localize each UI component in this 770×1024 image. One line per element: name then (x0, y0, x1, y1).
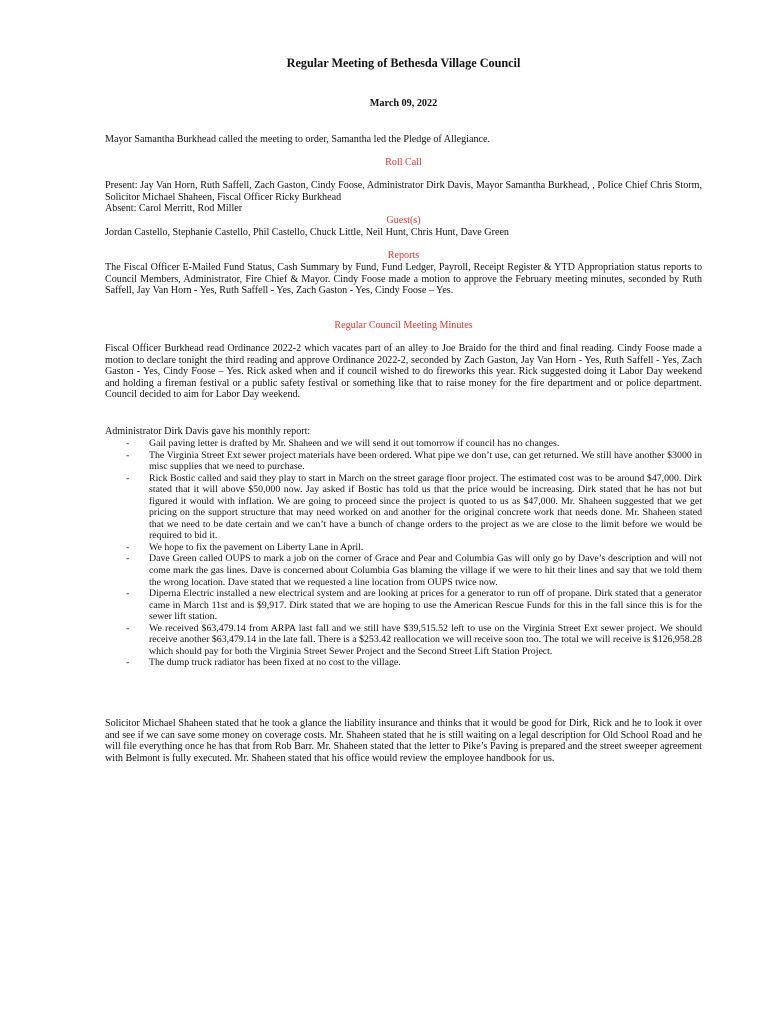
list-item-text: We received $63,479.14 from ARPA last fall and we still have $39,515.52 left to use on the Virginia Street Ext sewer project. We should receive another $63,479.14 in the late fall. There is a $253.42 reallocation we will receive soon too. The total we will receive is $126,958.28 which should pay for both the Virginia Street Sewer Project and the Second Street Lift Station Project. (149, 622, 702, 657)
admin-report-intro: Administrator Dirk Davis gave his monthly report: (105, 426, 311, 437)
bullet-dash: - (126, 622, 130, 634)
list-item (105, 438, 702, 450)
bullet-dash: - (126, 657, 130, 669)
list-item-text: Rick Bostic called and said they play to start in March on the street garage floor project. The estimated cost was to be around $47,000. Dirk stated that it will above $50,000 now. Jay asked if Bostic has told us that the price would be increasing. Dirk stated that he has not but figured it would with inflation. We are going to proceed since the project is quoted to us as $47,000. Mr. Shaheen suggested that we get pricing on the support structure that may need worked on and another for the original concrete work that needs done. Mr. Shaheen stated that we need to be date certain and we can’t have a bunch of change orders to the project as we are close to the limit before we would be required to bid it. (149, 472, 702, 542)
meeting-date: March 09, 2022 (369, 98, 438, 109)
list-item-text: We hope to fix the pavement on Liberty Lane in April. (149, 541, 364, 553)
list-item (105, 473, 702, 542)
document-title: Regular Meeting of Bethesda Village Council (286, 56, 521, 70)
reports-paragraph: The Fiscal Officer E-Mailed Fund Status, Cash Summary by Fund, Fund Ledger, Payroll, Receipt Register & YTD Appropriation status reports to Council Members, Administrator, Fire Chief & Mayor. Cindy Foose made a motion to approve the February meeting minutes, seconded by Ruth Saffell, Jay Van Horn - Yes, Ruth Saffell - Yes, Zach Gaston - Yes, Cindy Foose – Yes. (105, 262, 702, 297)
bullet-dash: - (126, 438, 130, 449)
bullet-dash: - (126, 588, 130, 600)
list-item-text: Dave Green called OUPS to mark a job on the corner of Grace and Pear and Columbia Gas will only go by Dave’s description and will not come mark the gas lines. Dave is concerned about Columbia Gas blaming the village if we were to hit their lines and say that we told them the wrong location. Dave stated that we requested a line location from OUPS twice now. (149, 553, 702, 588)
bullet-dash: - (126, 553, 130, 565)
list-item-text: The Virginia Street Ext sewer project materials have been ordered. What pipe we don’t use, can get returned. We still have another $3000 in misc supplies that we need to purchase. (149, 449, 702, 473)
guests-heading: Guest(s) (386, 215, 421, 226)
list-item (105, 553, 702, 588)
roll-call-heading: Roll Call (385, 157, 422, 168)
bullet-dash: - (126, 449, 130, 461)
list-item-text: The dump truck radiator has been fixed at no cost to the village. (149, 657, 401, 669)
roll-call-absent: Absent: Carol Merritt, Rod Miller (105, 203, 243, 214)
list-item (105, 588, 702, 623)
reports-heading: Reports (387, 250, 420, 261)
minutes-heading: Regular Council Meeting Minutes (334, 320, 473, 331)
list-item-text: Gail paving letter is drafted by Mr. Shaheen and we will send it out tomorrow if council has no changes. (149, 438, 560, 449)
guests-list: Jordan Castello, Stephanie Castello, Phil Castello, Chuck Little, Neil Hunt, Chris Hunt, Dave Green (105, 227, 509, 238)
list-item-text: Diperna Electric installed a new electrical system and are looking at prices for a generator to run off of propane. Dirk stated that a generator came in March 11st and is $9,917. Dirk stated that we are hoping to use the American Rescue Funds for this in the fall since this is for the sewer lift station. (149, 588, 702, 623)
roll-call-present: Present: Jay Van Horn, Ruth Saffell, Zach Gaston, Cindy Foose, Administrator Dirk Davis, Mayor Samantha Burkhead, , Police Chief Chris Storm, Solicitor Michael Shaheen, Fiscal Officer Ricky Burkhead (105, 180, 702, 203)
opening-paragraph: Mayor Samantha Burkhead called the meeting to order, Samantha led the Pledge of Allegiance. (105, 134, 490, 145)
list-item (105, 623, 702, 658)
bullet-dash: - (126, 472, 130, 484)
list-item (105, 450, 702, 473)
bullet-dash: - (126, 541, 130, 553)
ordinance-paragraph: Fiscal Officer Burkhead read Ordinance 2022-2 which vacates part of an alley to Joe Braido for the third and final reading. Cindy Foose made a motion to declare tonight the third reading and approve Ordinance 2022-2, seconded by Zach Gaston, Jay Van Horn - Yes, Ruth Saffell - Yes, Zach Gaston - Yes, Cindy Foose – Yes. Rick asked when and if council wished to do fireworks this year. Rick suggested doing it Labor Day weekend and holding a fireman festival or a public safety festival or something like that to raise money for the fire department and or police department. Council decided to aim for Labor Day weekend. (105, 343, 702, 401)
list-item (105, 657, 702, 669)
list-item (105, 542, 702, 554)
admin-report-list (105, 438, 702, 669)
solicitor-paragraph: Solicitor Michael Shaheen stated that he took a glance the liability insurance and thinks that it would be good for Dirk, Rick and he to look it over and see if we can save some money on coverage costs. Mr. Shaheen stated that he is still waiting on a legal description for Old School Road and he will file everything once he has that from Rob Barr. Mr. Shaheen stated that the letter to Pike’s Paving is prepared and the street sweeper agreement with Belmont is fully executed. Mr. Shaheen stated that his office would review the employee handbook for us. (105, 718, 702, 764)
